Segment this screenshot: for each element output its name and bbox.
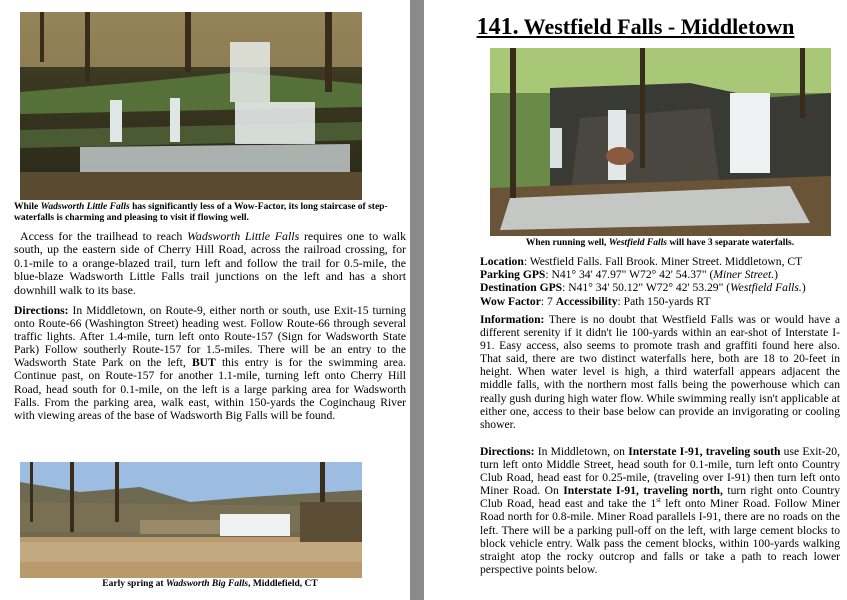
- access-paragraph: Access for the trailhead to reach Wadsworth Little Falls requires one to walk south, up the eastern side of Cherry Hill Road, across the railroad crossing, for 0.1-mile to a orange-blazed trail, turn left and follow the trail for 0.5-mile, the blue-blaze Wadsworth Little Falls trail junctions on the left and has a short downhill walk to its base.: [14, 229, 407, 297]
- westfield-photo-caption: When running well, Westfield Falls will have 3 separate waterfalls.: [525, 238, 795, 248]
- wadsworth-little-falls-photo: [20, 12, 362, 200]
- wadsworth-big-falls-photo: [20, 462, 362, 578]
- top-photo-caption: While Wadsworth Little Falls has significantly less of a Wow-Factor, its long staircase of step-waterfalls is charming and pleasing to visit if flowing well.: [14, 202, 388, 223]
- right-page: [424, 0, 847, 600]
- destination-gps-row: Destination GPS: N41° 34' 50.12" W72° 42' 53.29" (Westfield Falls.): [480, 281, 806, 295]
- parking-gps-row: Parking GPS: N41° 34' 47.97" W72° 42' 54.37" (Miner Street.): [480, 268, 778, 282]
- left-directions-paragraph: Directions: In Middletown, on Route-9, either north or south, use Exit-15 turning onto Route-66 (Washington Street) heading west. Follow Route-66 through several traffic lights. After 1.4-mile, turn left onto Route-157 (Sign for Wadsworth State Park) Follow southerly Route-157 for 1.5-miles. There will be an entry to the Wadsworth State Park on the left, BUT this entry is for the swimming area. Continue past, on Route-157 for another 1.1-mile, turning left onto Cherry Hill Road, head south for 0.1-mile, on the left is a large parking area for Wadsworth Falls. From the parking area, walk east, within 150-yards the Coginchaug River with viewing areas of the base of Wadsworth Big Falls will be found.: [14, 304, 406, 422]
- title-number: 141.: [476, 14, 519, 40]
- bottom-photo-caption: Early spring at Wadsworth Big Falls, Middlefield, CT: [102, 579, 318, 589]
- right-directions-paragraph: Directions: In Middletown, on Interstate I-91, traveling south use Exit-20, turn left onto Middle Street, head south for 0.1-mile, turn left onto Country Club Road, head east for 0.25-mile, (traveling over I-91) then turn left onto Miner Road. On Interstate I-91, traveling north, turn right onto Country Club Road, head east and take the 1st left onto Miner Road. Follow Miner Road north for 0.8-mile. Miner Road parallels I-91, there are no roads on the left. There will be a parking pull-off on the left, with large cement blocks to block vehicle entry. Walk pass the cement blocks, within 100-yards walking straight atop the rocky outcrop and falls or take a path to reach lower perspective points below.: [480, 445, 840, 576]
- title-text: Westfield Falls - Middletown: [518, 14, 795, 39]
- page-title: [424, 14, 847, 41]
- location-row: Location: Westfield Falls. Fall Brook. Miner Street. Middletown, CT: [480, 255, 803, 268]
- westfield-falls-photo: [490, 48, 831, 236]
- wow-accessibility-row: Wow Factor: 7 Accessibility: Path 150-yards RT: [480, 294, 711, 308]
- information-paragraph: Information: There is no doubt that Westfield Falls was or would have a different serenity if it didn't lie 100-yards within an ear-shot of Interstate I-91. Easy access, also seems to promote trash and graffiti found here also. That said, there are two distinct waterfalls here, both are 18 to 20-feet in height. When water level is high, a third waterfall appears adjacent the middle falls, with the northern most falls being the powerhouse which can really gush during high water flow. While swimming really isn't applicable at either one, access to their base below can provide an invigorating or cooling shower.: [480, 313, 840, 431]
- left-page: [0, 0, 410, 600]
- falls-details: [480, 255, 840, 308]
